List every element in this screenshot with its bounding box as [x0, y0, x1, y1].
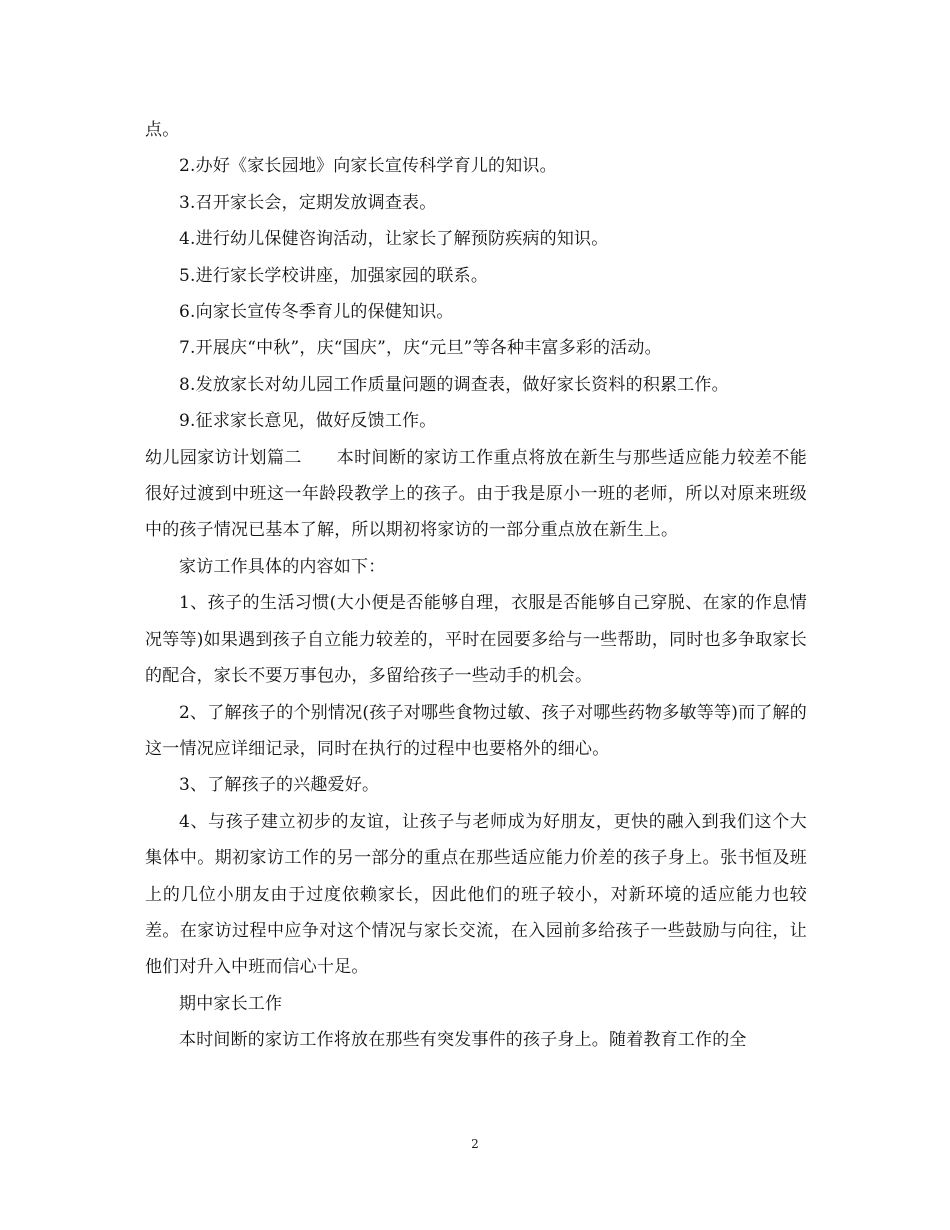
paragraph-13: 2、了解孩子的个别情况(孩子对哪些食物过敏、孩子对哪些药物多敏等等)而了解的这一情况应详细记录，同时在执行的过程中也要格外的细心。 [145, 702, 807, 759]
paragraph-2: 2.办好《家长园地》向家长宣传科学育儿的知识。 [179, 156, 557, 177]
paragraph-6: 6.向家长宣传冬季育儿的保健知识。 [179, 302, 454, 323]
paragraph-4: 4.进行幼儿保健咨询活动，让家长了解预防疾病的知识。 [179, 229, 609, 250]
paragraph-14: 3、了解孩子的兴趣爱好。 [179, 775, 380, 796]
paragraph-11: 家访工作具体的内容如下： [179, 556, 386, 577]
paragraph-1: 点。 [145, 120, 180, 140]
page-number: 2 [471, 1137, 479, 1151]
paragraph-8: 8.发放家长对幼儿园工作质量问题的调查表，做好家长资料的积累工作。 [179, 374, 729, 395]
paragraph-7: 7.开展庆“中秋”，庆“国庆”，庆“元旦”等各种丰富多彩的活动。 [179, 338, 662, 359]
paragraph-9: 9.征求家长意见，做好反馈工作。 [179, 411, 437, 432]
paragraph-10: 幼儿园家访计划篇二 本时间断的家访工作重点将放在新生与那些适应能力较差不能很好过渡到中班这一年龄段教学上的孩子。由于我是原小一班的老师，所以对原来班级中的孩子情况已基本了解，所以期初将家访的一部分重点放在新生上。 [145, 447, 807, 541]
paragraph-3: 3.召开家长会，定期发放调查表。 [179, 192, 437, 213]
paragraph-17: 本时间断的家访工作将放在那些有突发事件的孩子身上。随着教育工作的全 [179, 1030, 747, 1051]
paragraph-5: 5.进行家长学校讲座，加强家园的联系。 [179, 265, 489, 286]
paragraph-15: 4、与孩子建立初步的友谊，让孩子与老师成为好朋友，更快的融入到我们这个大集体中。期初家访工作的另一部分的重点在那些适应能力价差的孩子身上。张书恒及班上的几位小朋友由于过度依赖家长，因此他们的班子较小，对新环境的适应能力也较差。在家访过程中应争对这个情况与家长交流，在入园前多给孩子一些鼓励与向往，让他们对升入中班而信心十足。 [145, 811, 807, 978]
paragraph-16: 期中家长工作 [179, 993, 283, 1014]
document-body [145, 112, 807, 1059]
paragraph-12: 1、孩子的生活习惯(大小便是否能够自理，衣服是否能够自己穿脱、在家的作息情况等等)如果遇到孩子自立能力较差的，平时在园要多给与一些帮助，同时也多争取家长的配合，家长不要万事包办，多留给孩子一些动手的机会。 [145, 593, 807, 687]
